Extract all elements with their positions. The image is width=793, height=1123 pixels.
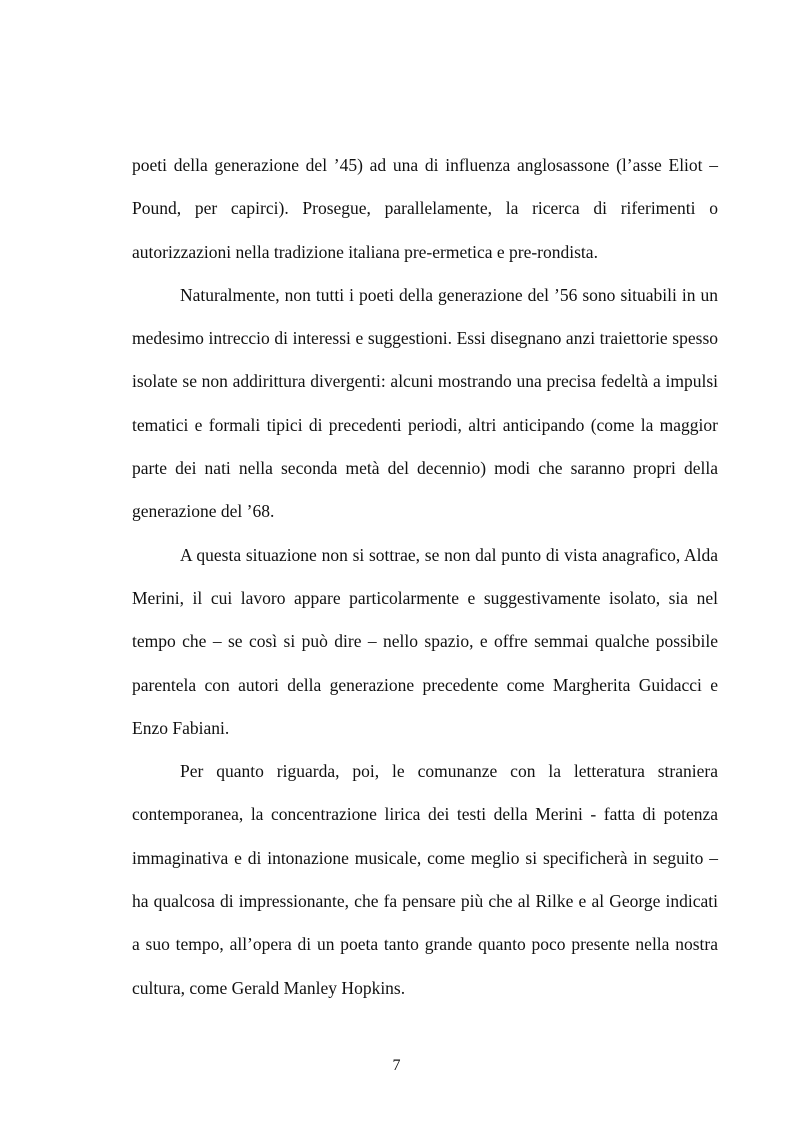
paragraph: A questa situazione non si sottrae, se non dal punto di vista anagrafico, Alda Merini, il cui lavoro appare particolarmente e suggestivamente isolato, sia nel tempo che – se così si può dire – nello spazio, e offre semmai qualche possibile parentela con autori della generazione precedente come Margherita Guidacci e Enzo Fabiani. — [132, 544, 718, 738]
body-text — [132, 144, 718, 1010]
page-number: 7 — [392, 1057, 401, 1074]
paragraph: Per quanto riguarda, poi, le comunanze con la letteratura straniera contemporanea, la concentrazione lirica dei testi della Merini - fatta di potenza immaginativa e di intonazione musicale, come meglio si specificherà in seguito – ha qualcosa di impressionante, che fa pensare più che al Rilke e al George indicati a suo tempo, all’opera di un poeta tanto grande quanto poco presente nella nostra cultura, come Gerald Manley Hopkins. — [132, 761, 718, 998]
paragraph-continuation: poeti della generazione del ’45) ad una di influenza anglosassone (l’asse Eliot – Pound, per capirci). Prosegue, parallelamente, la ricerca di riferimenti o autorizzazioni nella tradizione italiana pre-ermetica e pre-rondista. — [132, 155, 718, 262]
paragraph: Naturalmente, non tutti i poeti della generazione del ’56 sono situabili in un medesimo intreccio di interessi e suggestioni. Essi disegnano anzi traiettorie spesso isolate se non addirittura divergenti: alcuni mostrando una precisa fedeltà a impulsi tematici e formali tipici di precedenti periodi, altri anticipando (come la maggior parte dei nati nella seconda metà del decennio) modi che saranno propri della generazione del ’68. — [132, 284, 718, 522]
